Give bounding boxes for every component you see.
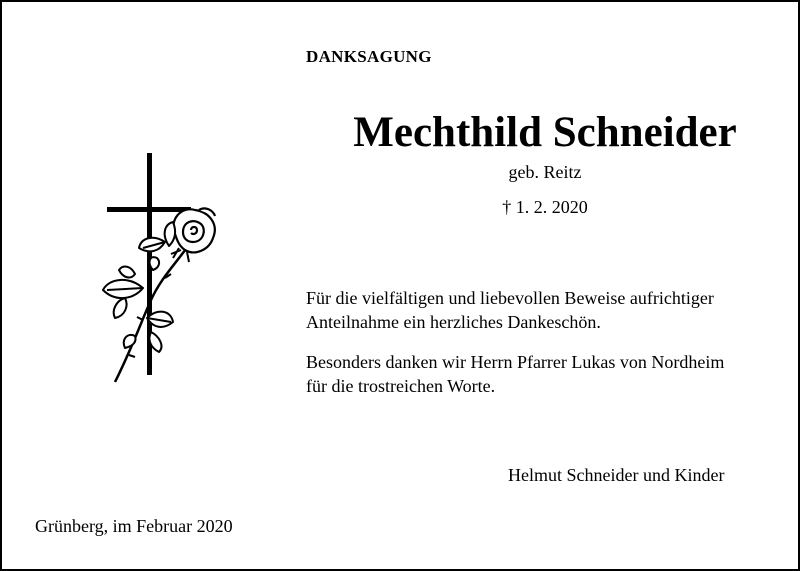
thanks-paragraph-line: Für die vielfältigen und liebevollen Beweise aufrichtiger xyxy=(306,288,714,308)
place-and-date: Grünberg, im Februar 2020 xyxy=(35,516,233,536)
thanks-paragraph-line: Anteilnahme ein herzliches Dankeschön. xyxy=(306,312,601,332)
thanks-paragraph xyxy=(306,286,714,334)
pastor-thanks-line: für die trostreichen Worte. xyxy=(306,376,496,396)
cross-with-rose-icon xyxy=(95,150,225,390)
death-date: † 1. 2. 2020 xyxy=(502,197,588,217)
pastor-thanks-paragraph xyxy=(306,350,724,398)
notice-heading: DANKSAGUNG xyxy=(306,47,432,66)
deceased-name: Mechthild Schneider xyxy=(353,109,737,156)
signature: Helmut Schneider und Kinder xyxy=(508,465,725,485)
pastor-thanks-line: Besonders danken wir Herrn Pfarrer Lukas von Nordheim xyxy=(306,352,725,372)
maiden-name: geb. Reitz xyxy=(508,162,582,182)
